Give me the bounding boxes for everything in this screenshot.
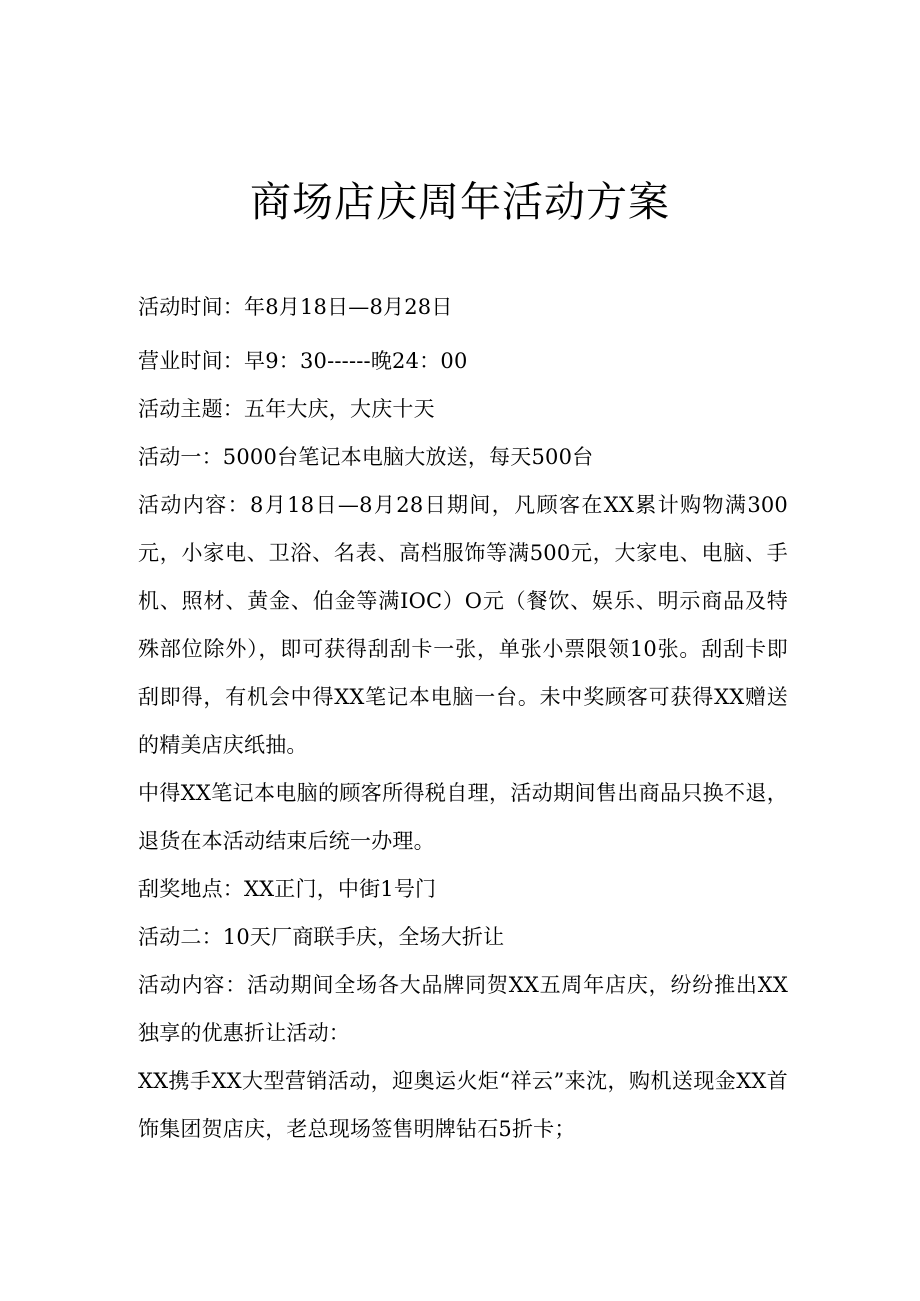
- paragraph-activity-one-content: 活动内容：8月18日—8月28日期间，凡顾客在XX累计购物满300元，小家电、卫浴、名表、高档服饰等满500元，大家电、电脑、手机、照材、黄金、伯金等满IOC）O元（餐饮、娱乐、明示商品及特殊部位除外），即可获得刮刮卡一张，单张小票限领10张。刮刮卡即刮即得，有机会中得XX笔记本电脑一台。未中奖顾客可获得XX赠送的精美店庆纸抽。: [138, 493, 788, 757]
- paragraph-partner-promotions: XX携手XX大型营销活动，迎奥运火炬“祥云”来沈，购机送现金XX首饰集团贺店庆，老总现场签售明牌钻石5折卡；: [138, 1069, 788, 1141]
- paragraph-activity-two-content: 活动内容：活动期间全场各大品牌同贺XX五周年店庆，纷纷推出XX独享的优惠折让活动：: [138, 973, 788, 1045]
- paragraph-activity-theme: 活动主题：五年大庆，大庆十天: [138, 397, 435, 421]
- paragraph-scratch-location: 刮奖地点：XX正门，中街1号门: [138, 877, 437, 901]
- paragraph-activity-one: 活动一：5000台笔记本电脑大放送，每天500台: [138, 445, 594, 469]
- document-title: 商场店庆周年活动方案: [250, 178, 670, 226]
- paragraph-tax-note: 中得XX笔记本电脑的顾客所得税自理，活动期间售出商品只换不退，退货在本活动结束后统一办理。: [138, 781, 788, 853]
- paragraph-activity-time: 活动时间：年8月18日—8月28日: [138, 295, 453, 319]
- paragraph-activity-two: 活动二：10天厂商联手庆，全场大折让: [138, 925, 505, 949]
- document-body: [138, 283, 788, 1153]
- paragraph-business-hours: 营业时间：早9：30------晚24：00: [138, 349, 468, 373]
